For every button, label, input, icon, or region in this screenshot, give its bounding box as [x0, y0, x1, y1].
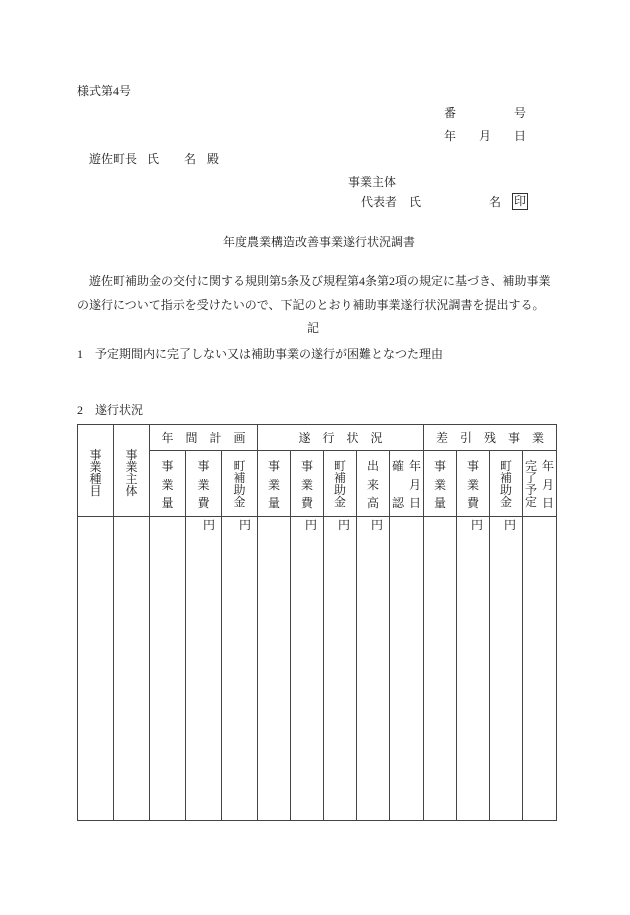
- form-number: 様式第4号: [77, 84, 132, 98]
- representative-name-label-2: 名: [489, 195, 502, 209]
- seal-box: 印: [513, 194, 526, 208]
- item-1-number: 1: [77, 347, 83, 361]
- header-project-entity-label: 事 業 主 体: [125, 448, 138, 498]
- body-cell-progress-output: [357, 517, 390, 821]
- date-month-label: 月: [479, 129, 492, 143]
- col-remaining-cost-label: 事 業 費: [467, 459, 480, 510]
- progress-table: [77, 424, 557, 821]
- unit-label: 円: [305, 518, 318, 532]
- body-cell-progress-quantity: [258, 517, 291, 821]
- col-progress-subsidy: [324, 451, 357, 517]
- body-cell-remaining-subsidy: [490, 517, 523, 821]
- col-remaining-subsidy: [490, 451, 523, 517]
- col-annual-subsidy-label: 町 補 助 金: [233, 458, 246, 509]
- col-remaining-subsidy-label: 町 補 助 金: [500, 458, 513, 509]
- doc-number-label-2: 号: [514, 106, 527, 120]
- body-cell-progress-confirm-date: [390, 517, 424, 821]
- document-title: 年度農業構造改善事業遂行状況調書: [222, 235, 415, 249]
- col-remaining-completion-label: 完 了 予 定: [525, 458, 538, 509]
- col-progress-confirm-label: 確 認: [392, 459, 405, 510]
- header-project-entity: [114, 425, 150, 517]
- col-progress-subsidy-label: 町 補 助 金: [334, 458, 347, 509]
- body-cell-annual-subsidy: [222, 517, 258, 821]
- addressee-name-label-1: 氏: [147, 152, 160, 166]
- date-year-label: 年: [444, 129, 457, 143]
- body-cell-project-type: [78, 517, 114, 821]
- representative-label: 代表者: [361, 195, 398, 209]
- body-cell-progress-cost: [291, 517, 324, 821]
- col-progress-cost-label: 事 業 費: [301, 459, 314, 510]
- unit-label: 円: [202, 518, 215, 532]
- col-remaining-completion-date-label: 年 月 日: [542, 459, 555, 510]
- col-progress-quantity-label: 事 業 量: [268, 459, 281, 510]
- col-annual-quantity-label: 事 業 量: [161, 459, 174, 510]
- unit-label: 円: [471, 518, 484, 532]
- body-line-1: 遊佐町補助金の交付に関する規則第5条及び規程第4条第2項の規定に基づき、補助事業: [89, 274, 551, 288]
- unit-label: 円: [371, 518, 384, 532]
- col-remaining-quantity: [424, 451, 457, 517]
- body-cell-project-entity: [114, 517, 150, 821]
- body-cell-annual-cost: [186, 517, 222, 821]
- col-progress-output: [357, 451, 390, 517]
- body-line-2: の遂行について指示を受けたいので、下記のとおり補助事業遂行状況調書を提出する。: [77, 298, 545, 312]
- item-2-number: 2: [77, 403, 83, 417]
- col-annual-quantity: [150, 451, 186, 517]
- date-day-label: 日: [514, 129, 527, 143]
- unit-label: 円: [504, 518, 517, 532]
- col-remaining-cost: [457, 451, 490, 517]
- ki-heading: 記: [307, 321, 320, 335]
- body-cell-progress-subsidy: [324, 517, 357, 821]
- col-progress-cost: [291, 451, 324, 517]
- col-annual-subsidy: [222, 451, 258, 517]
- col-progress-output-label: 出 来 高: [367, 459, 380, 510]
- body-cell-annual-quantity: [150, 517, 186, 821]
- applicant-entity-label: 事業主体: [348, 175, 397, 189]
- unit-label: 円: [239, 518, 252, 532]
- body-cell-remaining-cost: [457, 517, 490, 821]
- body-cell-remaining-quantity: [424, 517, 457, 821]
- body-cell-remaining-completion-date: [523, 517, 557, 821]
- item-2-text: 遂行状況: [95, 403, 144, 417]
- item-2: [77, 402, 143, 418]
- col-remaining-completion-date: [523, 451, 557, 517]
- addressee-honorific: 殿: [207, 152, 220, 166]
- header-project-type: [78, 425, 114, 517]
- header-group-remaining: 差 引 残 事 業: [424, 425, 557, 451]
- representative-name-label-1: 氏: [409, 195, 422, 209]
- doc-number-label-1: 番: [444, 106, 457, 120]
- addressee-title: 遊佐町長: [89, 152, 138, 166]
- item-1-text: 予定期間内に完了しない又は補助事業の遂行が困難となつた理由: [95, 347, 444, 361]
- col-progress-quantity: [258, 451, 291, 517]
- col-progress-confirm-date-label: 年 月 日: [409, 459, 422, 510]
- col-progress-confirm-date: [390, 451, 424, 517]
- unit-label: 円: [338, 518, 351, 532]
- header-project-type-label: 事 業 種 目: [89, 448, 102, 498]
- col-remaining-quantity-label: 事 業 量: [434, 459, 447, 510]
- item-1: [77, 346, 443, 362]
- col-annual-cost: [186, 451, 222, 517]
- header-group-annual-plan: 年 間 計 画: [150, 425, 258, 451]
- addressee-name-label-2: 名: [184, 152, 197, 166]
- header-group-progress: 遂 行 状 況: [258, 425, 424, 451]
- col-annual-cost-label: 事 業 費: [197, 459, 210, 510]
